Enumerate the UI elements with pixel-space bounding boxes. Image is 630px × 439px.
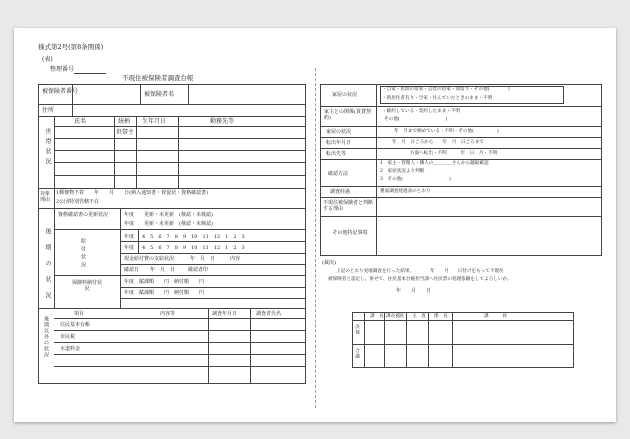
residence-opt-1: ・自家・民間の借家・公営の借家・間借り・その他( ) [382,87,510,92]
qual-line-2: 年度 更新・未更新 (検認・未検認) [124,221,213,227]
address-label: 住所 [42,107,55,114]
subject-row-2: 2公団特別管轄不在 [56,199,100,205]
stamp-row-decision: 決裁 [354,324,360,336]
stamp-col-2: 課長補佐 [386,314,405,319]
household-label: 世帯状況 [44,128,51,168]
approval-text-2: 被保険者と認定し、併せて、住民基本台帳担当課へ住民票の処理依頼をしてよろしいか。 [328,277,512,282]
vacancy-label: 家屋の状況 [326,129,352,135]
benefit-extra: 現金給付費の支給状況 [124,256,175,262]
other-label: 後期以外の状況 [43,316,49,358]
other-col-item: 項目 [74,311,85,317]
form-side: (表) [42,56,53,63]
stamp-col-4: 係 長 [434,314,448,319]
page-title: 不現住被保険者調査台帳 [122,74,194,82]
relation-opt-1: ・解約している・契約したまま・不明 [382,109,461,114]
survey-label: 調査経過 [330,189,351,195]
notes-label: その他特記事項 [332,230,368,236]
premium-label: 保険料納付状況 [72,280,103,292]
residence-label: 家屋の状況 [332,92,358,98]
other-col-content: 内容等 [160,311,176,317]
approval-date: 年 月 日 [396,288,432,294]
stamp-col-3: 主 査 [412,314,426,319]
subject-label: 対象理由 [40,191,51,203]
household-head: 世帯主 [116,129,135,136]
household-col-name: 氏名 [74,118,87,125]
judge-label: 不現住被保険者と判断する理由 [323,200,374,212]
file-no-line [74,73,106,74]
vacancy-value: 年 月まで納めている・不明・その他( ) [394,129,499,134]
departure-value: 年 月 日ごろから 年 月 日ごろまで [392,140,484,145]
premium-row-1: 年度 賦課額 円 納付額 円 [124,279,205,285]
household-col-work: 勤務先等 [210,118,235,125]
approval-title: (裁決) [322,260,336,266]
form-sheet [14,28,616,422]
premium-row-2: 年度 賦課額 円 納付額 円 [124,290,205,296]
move-label: 転出先等 [326,151,347,157]
other-item-2: 市民税 [60,334,76,340]
file-no-label: 整理番号 [50,66,75,73]
household-col-rel: 続柄 [118,118,131,125]
stamp-col-5: 課 員 [484,314,507,319]
after-label: 後期の状況 [44,228,51,308]
confirm-date: 年 月 日 [150,267,176,273]
subject-row-1: 1郵便物不着 年 月 日(納入通知書・督促状・資格確認書) [56,190,209,196]
insured-no-label: 被保険者番号 [42,88,79,95]
stamp-row-consult: 合議 [354,348,360,360]
other-col-date: 調査年月日 [212,311,238,317]
departure-label: 転出年月日 [326,140,352,146]
other-item-1: 住民基本台帳 [60,322,91,328]
relation-label: 家主との関係(賃貸契約) [324,109,371,121]
other-col-surveyor: 調査者氏名 [256,311,282,317]
stamp-col-1: 課 長 [370,314,384,319]
confirmer-seal: 確認者印 [188,267,209,273]
move-value: 方面へ転出・不明 年 日 月・不明 [410,151,498,156]
insured-name-label: 被保険者名 [144,91,175,98]
form-number: 様式第2号(第8条関係) [38,43,104,51]
method-line-2: 2 家屋状況より判断 [380,169,425,174]
confirm-label: 確認日 [124,267,140,273]
residence-opt-2: ・新居住者有り・空家・住んでいたときのまま・不明 [382,96,493,101]
approval-text-1: 上記のとおり実地調査を行った結果、 年 月 日付けをもって不現住 [336,269,504,274]
benefit-year-1: 年度 [124,234,135,240]
survey-value: 裏面調査経過表のとおり [380,189,431,194]
method-line-1: 1 家主・管理人・隣人の＿＿＿＿さんから聴取確認 [380,161,489,166]
benefit-months-1: 4 5 6 7 8 9 10 11 12 1 2 3 [142,234,245,240]
other-item-3: 水道料金 [60,346,81,352]
benefit-year-2: 年度 [124,245,135,251]
benefit-label: 給付状況 [80,238,86,270]
method-label: 確認方法 [328,171,349,177]
benefit-content: 内容 [230,256,241,262]
household-col-birth: 生年月日 [142,118,167,125]
benefit-date: 年 月 日 [190,256,216,262]
fold-line [315,68,316,408]
benefit-months-2: 4 5 6 7 8 9 10 11 12 1 2 3 [142,245,245,251]
relation-opt-2: その他( ) [384,117,448,122]
qual-line-1: 年度 更新・未更新 (検認・未検認) [124,212,213,218]
method-line-3: 3 その他( ) [380,177,451,182]
qual-label: 資格確認書の更新状況 [58,212,109,218]
